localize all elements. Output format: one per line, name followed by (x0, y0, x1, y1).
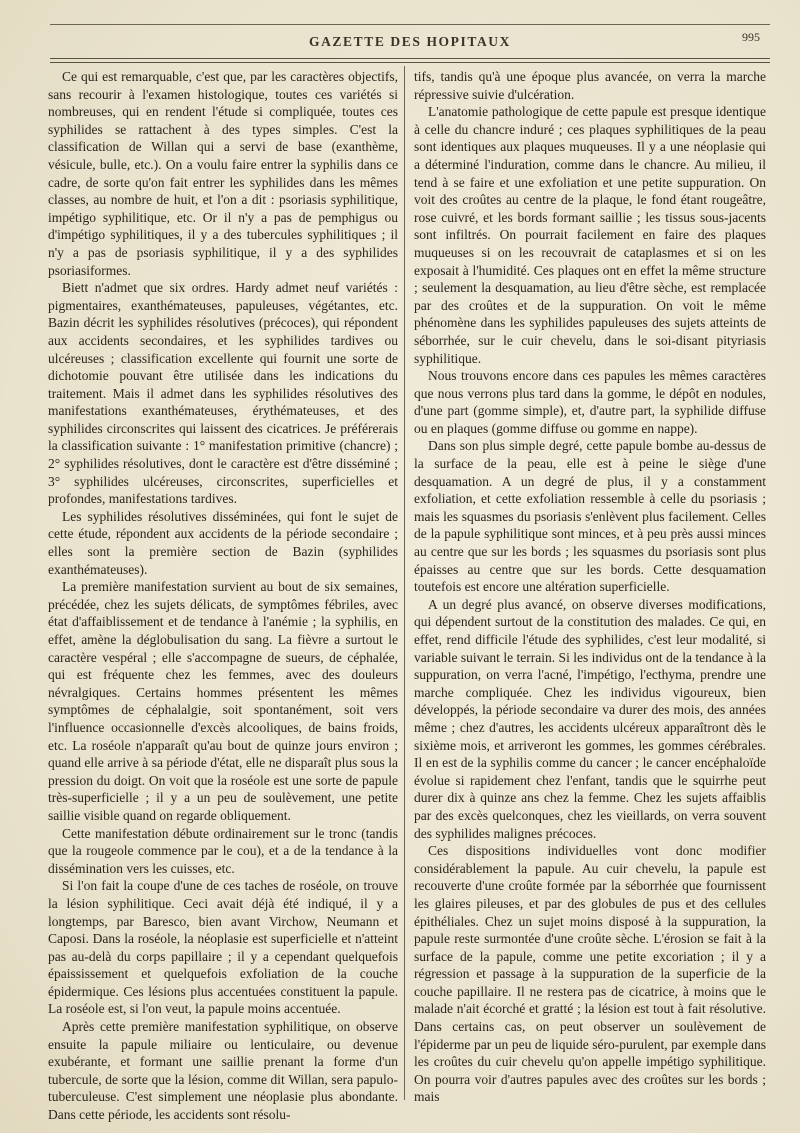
paragraph: Les syphilides résolutives disséminées, qui font le sujet de cette étude, répondent aux accidents de la période secondaire ; elles sont la première section de Bazin (syphilides exanthémateuses). (48, 508, 398, 577)
right-column (414, 68, 766, 1106)
paragraph: Si l'on fait la coupe d'une de ces taches de roséole, on trouve la lésion syphilitique. Ceci avait déjà été indiqué, il y a longtemps, par Baresco, bien avant Virchow, Neumann et Caposi. Dans la roséole, la néoplasie est superficielle et n'atteint pas au-delà du corps papillaire ; il y a cependant quelquefois épaississement et quelquefois exfoliation de la couche épidermique. Ces lésions plus accentuées constituent la papule. La roséole est, si l'on veut, la papule moins accentuée. (48, 878, 398, 1017)
paragraph: Ces dispositions individuelles vont donc modifier considérablement la papule. Au cuir chevelu, la papule est recouverte d'une croûte formée par la séborrhée que fournissent les glaires pileuses, et par des globules de pus et des cellules épithéliales. Chez un sujet moins disposé à la suppuration, la papule reste surmontée d'une croûte sèche. L'érosion se fait à la surface de la papule, comme une petite excoriation ; il y a régression et passage à la suppuration de la superficie de la couche papillaire. Il ne restera pas de cicatrice, à moins que le malade n'ait écorché et gratté ; la lésion est tout à fait résolutive. Dans certains cas, on peut observer un soulèvement de l'épiderme par un peu de liquide séro-purulent, par exemple dans les croûtes du cuir chevelu qu'on appelle impétigo syphilitique. On pourra voir d'autres papules avec des croûtes sur les bords ; mais (414, 843, 766, 1105)
paragraph: L'anatomie pathologique de cette papule est presque identique à celle du chancre induré ; ces plaques syphilitiques de la peau sont identiques aux plaques muqueuses. Il y a une néoplasie qui a déterminé l'induration, comme dans le chancre. Au milieu, il tend à se faire et une exfoliation et une petite suppuration. On voit des croûtes au centre de la plaque, le fond étant rougeâtre, rose cuivré, et les bords formant saillie ; les tissus sous-jacents sont infiltrés. On pourrait facilement en faire des plaques muqueuses si on les recouvrait de cataplasmes et si on les exposait à l'humidité. Ces plaques ont en effet la même structure ; seulement la desquamation, au lieu d'être sèche, est remplacée par des croûtes et de la suppuration. On voit le même phénomène dans les syphilides papuleuses des sujets atteints de séborrhée, sur le cuir chevelu, dans le soi-disant pityriasis syphilitique. (414, 104, 766, 366)
header-double-rule (50, 58, 770, 63)
left-column (48, 68, 398, 1124)
paragraph: A un degré plus avancé, on observe diverses modifications, qui dépendent surtout de la constitution des malades. Ce qui, en effet, rend difficile l'étude des syphilides, c'est leur modalité, si variable suivant le terrain. Si les individus ont de la tendance à la suppuration, on verra l'acné, l'impétigo, l'ecthyma, prendre une marche compliquée. Chez les individus vigoureux, bien développés, la période secondaire va durer des mois, des années même ; chez d'autres, les accidents ulcéreux apparaîtront dès le sixième mois, et arriveront les gommes, les gommes cérébrales. Il en est de la syphilis comme du cancer ; le cancer encéphaloïde évolue si rapidement chez l'enfant, tandis que le squirrhe peut durer dix à quinze ans chez la femme. Chez les sujets affaiblis par des excès quelconques, chez les vieillards, on verra souvent des syphilides malignes précoces. (414, 596, 766, 841)
paragraph: Biett n'admet que six ordres. Hardy admet neuf variétés : pigmentaires, exanthémateuses, papuleuses, végétantes, etc. Bazin décrit les syphilides résolutives (précoces), qui répondent aux accidents secondaires, et les syphilides tardives ou ulcéreuses ; classification excellente qui fournit une sorte de dichotomie pouvant être utilisée dans les indications du traitement. Mais il admet dans les syphilides résolutives des manifestations exanthémateuses, érythémateuses, et des syphilides circonscrites qui laissent des cicatrices. Je préférerais la classification suivante : 1° manifestation primitive (chancre) ; 2° syphilides résolutives, dont le caractère est d'être disséminé ; 3° syphilides ulcéreuses, circonscrites, superficielles et profondes, manifestations tardives. (48, 280, 398, 507)
paragraph: Nous trouvons encore dans ces papules les mêmes caractères que nous verrons plus tard dans la gomme, le dépôt en nodules, d'une part (gomme simple), et, d'autre part, la syphilide diffuse ou en plaques (gomme diffuse ou gomme en nappe). (414, 368, 766, 436)
paragraph: Après cette première manifestation syphilitique, on observe ensuite la papule miliaire ou lenticulaire, ou devenue exubérante, et formant une saillie prenant la forme d'un tubercule, de sorte que la lésion, comme dit Willan, sera papulo-tuberculeuse. C'est simplement une néoplasie plus abondante. Dans cette période, les accidents sont résolu- (48, 1019, 398, 1123)
paragraph: tifs, tandis qu'à une époque plus avancée, on verra la marche répressive suivie d'ulcération. (414, 69, 766, 102)
top-rule (50, 24, 770, 25)
paragraph: Cette manifestation débute ordinairement sur le tronc (tandis que la rougeole commence par le cou), et a de la tendance à la dissémination vers les cuisses, etc. (48, 825, 398, 876)
journal-title: GAZETTE DES HOPITAUX (308, 34, 512, 49)
paragraph: La première manifestation survient au bout de six semaines, précédée, chez les sujets délicats, de symptômes fébriles, avec état d'affaiblissement et de tendance à l'anémie ; la syphilis, en effet, amène la déglobulisation du sang. La fièvre a surtout le caractère vespéral ; elle s'accompagne de sueurs, de céphalée, qui est fréquente chez les femmes, avec des douleurs névralgiques. Certains hommes présentent les mêmes symptômes de céphalalgie, soit spontanément, soit vers l'influence occasionnelle d'excès alcooliques, de bains froids, etc. La roséole n'apparaît qu'au bout de quinze jours environ ; quand elle arrive à sa période d'état, elle ne disparaît plus sous la pression du doigt. On voit que la roséole est une sorte de papule très-superficielle ; il y a un peu de soulèvement, une petite saillie visible quand on regarde obliquement. (48, 579, 398, 823)
column-divider (404, 66, 405, 1100)
page-number: 995 (742, 30, 760, 44)
paragraph: Dans son plus simple degré, cette papule bombe au-dessus de la surface de la peau, elle est à peine le siège d'une desquamation. A un degré de plus, il y a constamment exfoliation, et cette exfoliation ressemble à celle du psoriasis ; mais les squasmes du psoriasis s'enlèvent plus facilement. Celles de la papule syphilitique sont minces, et à peu près aussi minces au centre que sur les bords ; les squasmes du psoriasis sont plus épaisses au centre que sur les bords. Cette desquamation toutefois est encore une altération superficielle. (414, 438, 766, 595)
page-header (50, 30, 770, 56)
paragraph: Ce qui est remarquable, c'est que, par les caractères objectifs, sans recourir à l'examen histologique, toutes ces variétés si nombreuses, qui en rendent l'étude si compliquée, toutes ces syphilides se rattachent à des types simples. C'est la classification de Willan qui a servi de base (exanthème, vésicule, bulle, etc.). On a voulu faire entrer la syphilis dans ce cadre, de sorte qu'on fait entrer les syphilides dans les mêmes classes, au nombre de huit, et l'on a dit : psoriasis syphilitique, impétigo syphilitique, etc. Or il n'y a pas de pemphigus ou d'impétigo syphilitiques, il y a des tubercules syphilitiques ; il n'y a pas de psoriasis syphilitique, il y a des syphilides psoriasiformes. (48, 69, 398, 278)
